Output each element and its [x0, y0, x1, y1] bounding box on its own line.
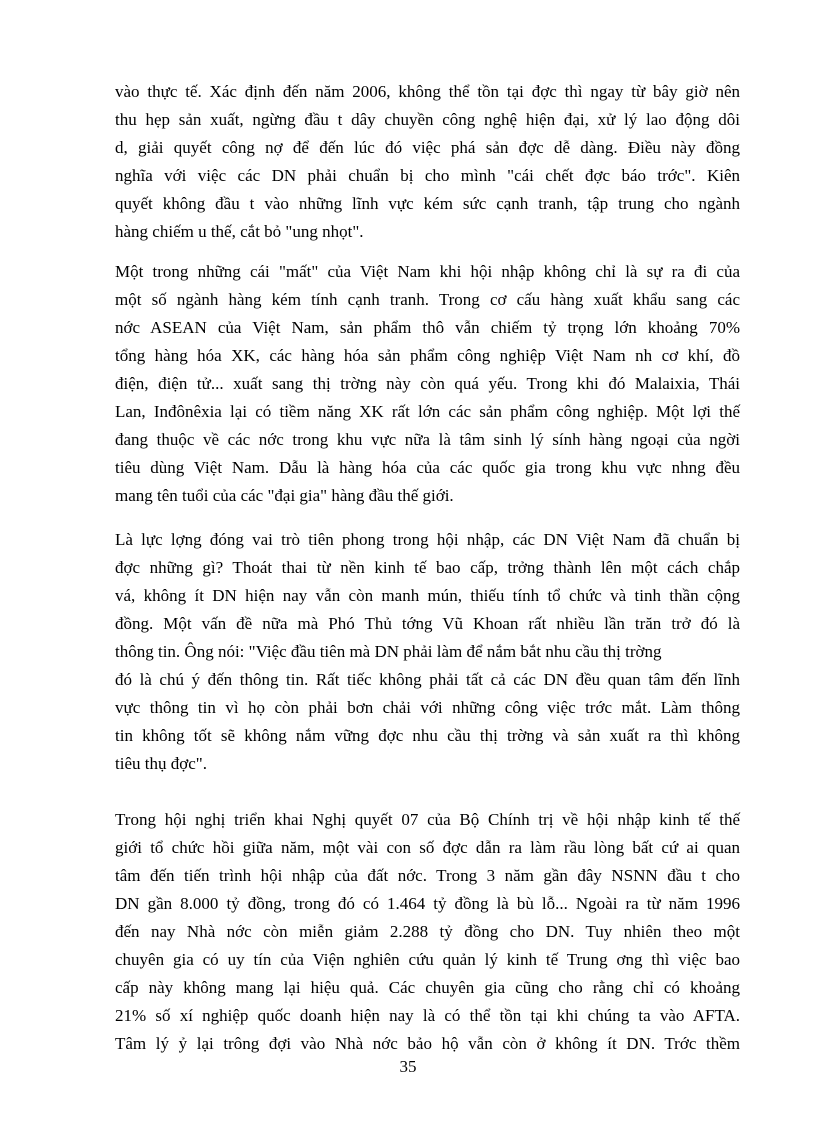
- page-number: 35: [399, 1057, 417, 1076]
- text-line: tổng hàng hóa XK, các hàng hóa sản phẩm công nghiệp Việt Nam nh cơ khí, đồ: [115, 346, 740, 365]
- text-line: điện, điện tử... xuất sang thị trờng này còn quá yếu. Trong khi đó Malaixia, Thái: [115, 374, 740, 393]
- text-line: giới tổ chức hồi giữa năm, một vài con số đợc dẫn ra làm rầu lòng bất cứ ai quan: [115, 838, 740, 857]
- paragraph-3: [115, 526, 740, 778]
- text-line: vực thông tin vì họ còn phải bơn chải với những công việc trớc mắt. Làm thông: [115, 698, 740, 717]
- text-line: đang thuộc về các nớc trong khu vực nữa là tâm sinh lý sính hàng ngoại của ngời: [115, 430, 740, 449]
- text-line: Tâm lý ỷ lại trông đợi vào Nhà nớc bảo hộ vẫn còn ở không ít DN. Trớc thềm: [115, 1034, 740, 1053]
- text-line: hàng chiếm u thế, cắt bỏ "ung nhọt".: [115, 222, 364, 241]
- text-line: Lan, Inđônêxia lại có tiềm năng XK rất lớn các sản phẩm công nghiệp. Một lợi thế: [115, 402, 740, 421]
- text-line: chuyên gia có uy tín của Viện nghiên cứu quản lý kinh tế Trung ơng thì việc bao: [115, 950, 740, 969]
- text-line: tiêu thụ đợc".: [115, 754, 207, 773]
- text-line: DN gần 8.000 tỷ đồng, trong đó có 1.464 tỷ đồng là bù lỗ... Ngoài ra từ năm 1996: [115, 894, 740, 913]
- text-line: Một trong những cái "mất" của Việt Nam khi hội nhập không chỉ là sự ra đi của: [115, 262, 740, 281]
- text-line: một số ngành hàng kém tính cạnh tranh. Trong cơ cấu hàng xuất khẩu sang các: [115, 290, 740, 309]
- text-line: đến nay Nhà nớc còn miễn giảm 2.288 tỷ đồng cho DN. Tuy nhiên theo một: [115, 922, 740, 941]
- text-line: đợc những gì? Thoát thai từ nền kinh tế bao cấp, trởng thành lên một cách chắp: [115, 558, 740, 577]
- text-line: vào thực tế. Xác định đến năm 2006, không thể tồn tại đợc thì ngay từ bây giờ nên: [115, 82, 740, 101]
- text-line: mang tên tuổi của các "đại gia" hàng đầu thế giới.: [115, 486, 454, 505]
- text-line: nghĩa với việc các DN phải chuẩn bị cho mình "cái chết đợc báo trớc". Kiên: [115, 166, 740, 185]
- text-line: quyết không đầu t vào những lĩnh vực kém sức cạnh tranh, tập trung cho ngành: [115, 194, 740, 213]
- paragraph-2: [115, 258, 740, 510]
- text-line: tiêu dùng Việt Nam. Dẫu là hàng hóa của các quốc gia trong khu vực nhng đều: [115, 458, 740, 477]
- text-line: thông tin. Ông nói: "Việc đầu tiên mà DN phải làm để nắm bắt nhu cầu thị trờng: [115, 642, 662, 661]
- text-line: tin không tốt sẽ không nắm vững đợc nhu cầu thị trờng và sản xuất ra thì không: [115, 726, 740, 745]
- text-line: thu hẹp sản xuất, ngừng đầu t dây chuyền công nghệ hiện đại, xử lý lao động dôi: [115, 110, 740, 129]
- text-line: cấp này không mang lại hiệu quả. Các chuyên gia cũng cho rằng chỉ có khoảng: [115, 978, 740, 997]
- text-line: 21% số xí nghiệp quốc doanh hiện nay là có thể tồn tại khi chúng ta vào AFTA.: [115, 1006, 740, 1025]
- paragraph-1: [115, 78, 740, 246]
- text-line: tâm đến tiến trình hội nhập của đất nớc. Trong 3 năm gần đây NSNN đầu t cho: [115, 866, 740, 885]
- text-line: nớc ASEAN của Việt Nam, sản phẩm thô vẫn chiếm tỷ trọng lớn khoảng 70%: [115, 318, 740, 337]
- text-line: Là lực lợng đóng vai trò tiên phong trong hội nhập, các DN Việt Nam đã chuẩn bị: [115, 530, 740, 549]
- paragraph-4: [115, 806, 740, 1058]
- text-line: vá, không ít DN hiện nay vẫn còn manh mún, thiếu tính tổ chức và tinh thần cộng: [115, 586, 740, 605]
- text-line: Trong hội nghị triển khai Nghị quyết 07 của Bộ Chính trị về hội nhập kinh tế thế: [115, 810, 740, 829]
- text-line: d, giải quyết công nợ để đến lúc đó việc phá sản đợc dễ dàng. Điều này đồng: [115, 138, 740, 157]
- text-line: đồng. Một vấn đề nữa mà Phó Thủ tớng Vũ Khoan rất nhiều lần trăn trở đó là: [115, 614, 740, 633]
- text-line: đó là chú ý đến thông tin. Rất tiếc không phải tất cả các DN đều quan tâm đến lĩnh: [115, 670, 740, 689]
